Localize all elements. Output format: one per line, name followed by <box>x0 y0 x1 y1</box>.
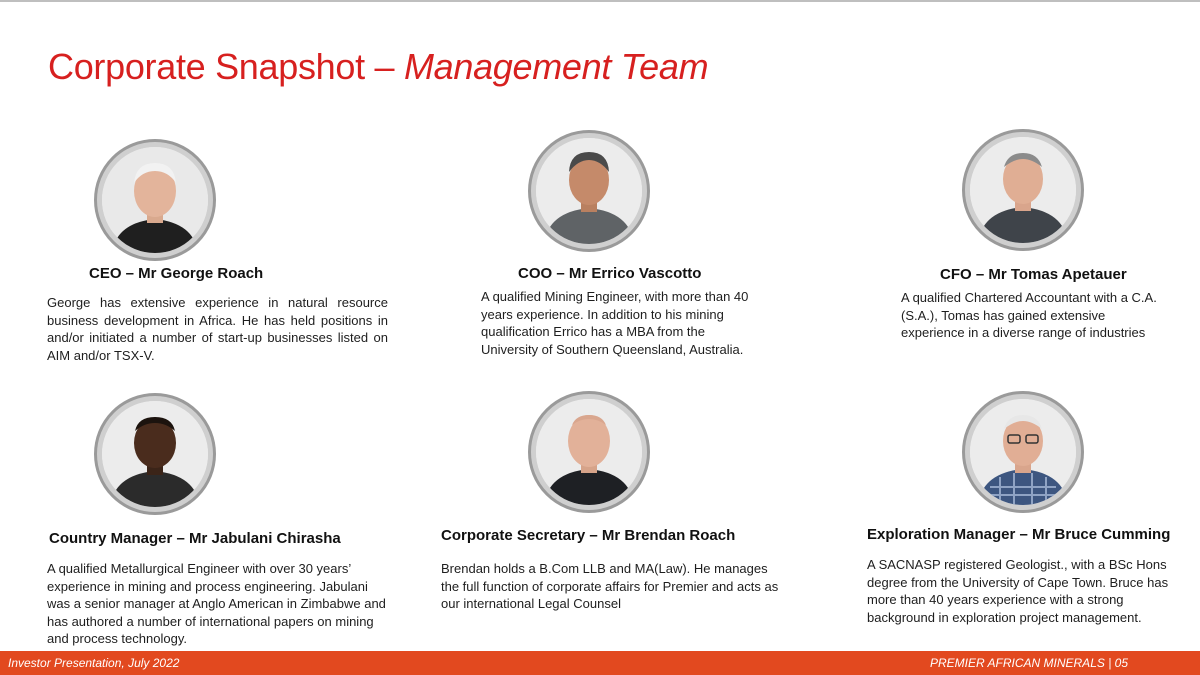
avatar-exploration-manager <box>962 391 1084 513</box>
name-exploration-manager: Exploration Manager – Mr Bruce Cumming <box>867 526 1171 543</box>
avatar-ceo <box>94 139 216 261</box>
page-title-emphasis: Management Team <box>403 46 709 87</box>
bio-ceo: George has extensive experience in natural resource business development in Africa. He has held positions in and/or initiated a number of start-up businesses listed on AIM and/or TSX-V. <box>47 295 388 363</box>
avatar-coo <box>528 130 650 252</box>
portrait-ceo <box>102 147 208 253</box>
bio-coo: A qualified Mining Engineer, with more than 40 years experience. In addition to his mining qualification Errico has a MBA from the University of Southern Queensland, Australia. <box>481 289 749 357</box>
portrait-cfo <box>970 137 1076 243</box>
portrait-exploration-manager <box>970 399 1076 505</box>
footer-left-text: Investor Presentation, July 2022 <box>8 656 180 670</box>
page-title-main: Corporate Snapshot – <box>48 46 404 87</box>
footer-bar <box>0 651 1200 675</box>
name-corporate-secretary: Corporate Secretary – Mr Brendan Roach <box>441 527 736 544</box>
avatar-country-manager <box>94 393 216 515</box>
avatar-corporate-secretary <box>528 391 650 513</box>
name-ceo: CEO – Mr George Roach <box>89 265 264 282</box>
bio-country-manager: A qualified Metallurgical Engineer with over 30 years’ experience in mining and process engineering. Jabulani was a senior manager at Anglo American in Zimbabwe and has authored a number of international papers on mining and process technology. <box>47 561 386 646</box>
name-cfo: CFO – Mr Tomas Apetauer <box>940 266 1127 283</box>
bio-cfo: A qualified Chartered Accountant with a C.A. (S.A.), Tomas has gained extensive experience in a diverse range of industries <box>901 290 1157 340</box>
name-coo: COO – Mr Errico Vascotto <box>518 265 702 282</box>
portrait-coo <box>536 138 642 244</box>
name-country-manager: Country Manager – Mr Jabulani Chirasha <box>49 530 341 547</box>
top-divider <box>0 0 1200 2</box>
bio-corporate-secretary: Brendan holds a B.Com LLB and MA(Law). He manages the full function of corporate affairs for Premier and acts as our international Legal Counsel <box>441 561 779 611</box>
avatar-cfo <box>962 129 1084 251</box>
footer-right-text: PREMIER AFRICAN MINERALS | 05 <box>929 656 1128 670</box>
portrait-corporate-secretary <box>536 399 642 505</box>
bio-exploration-manager: A SACNASP registered Geologist., with a BSc Hons degree from the University of Cape Town. Bruce has more than 40 years experience with a strong background in exploration project management. <box>867 557 1169 625</box>
portrait-country-manager <box>102 401 208 507</box>
page-title <box>48 46 708 88</box>
